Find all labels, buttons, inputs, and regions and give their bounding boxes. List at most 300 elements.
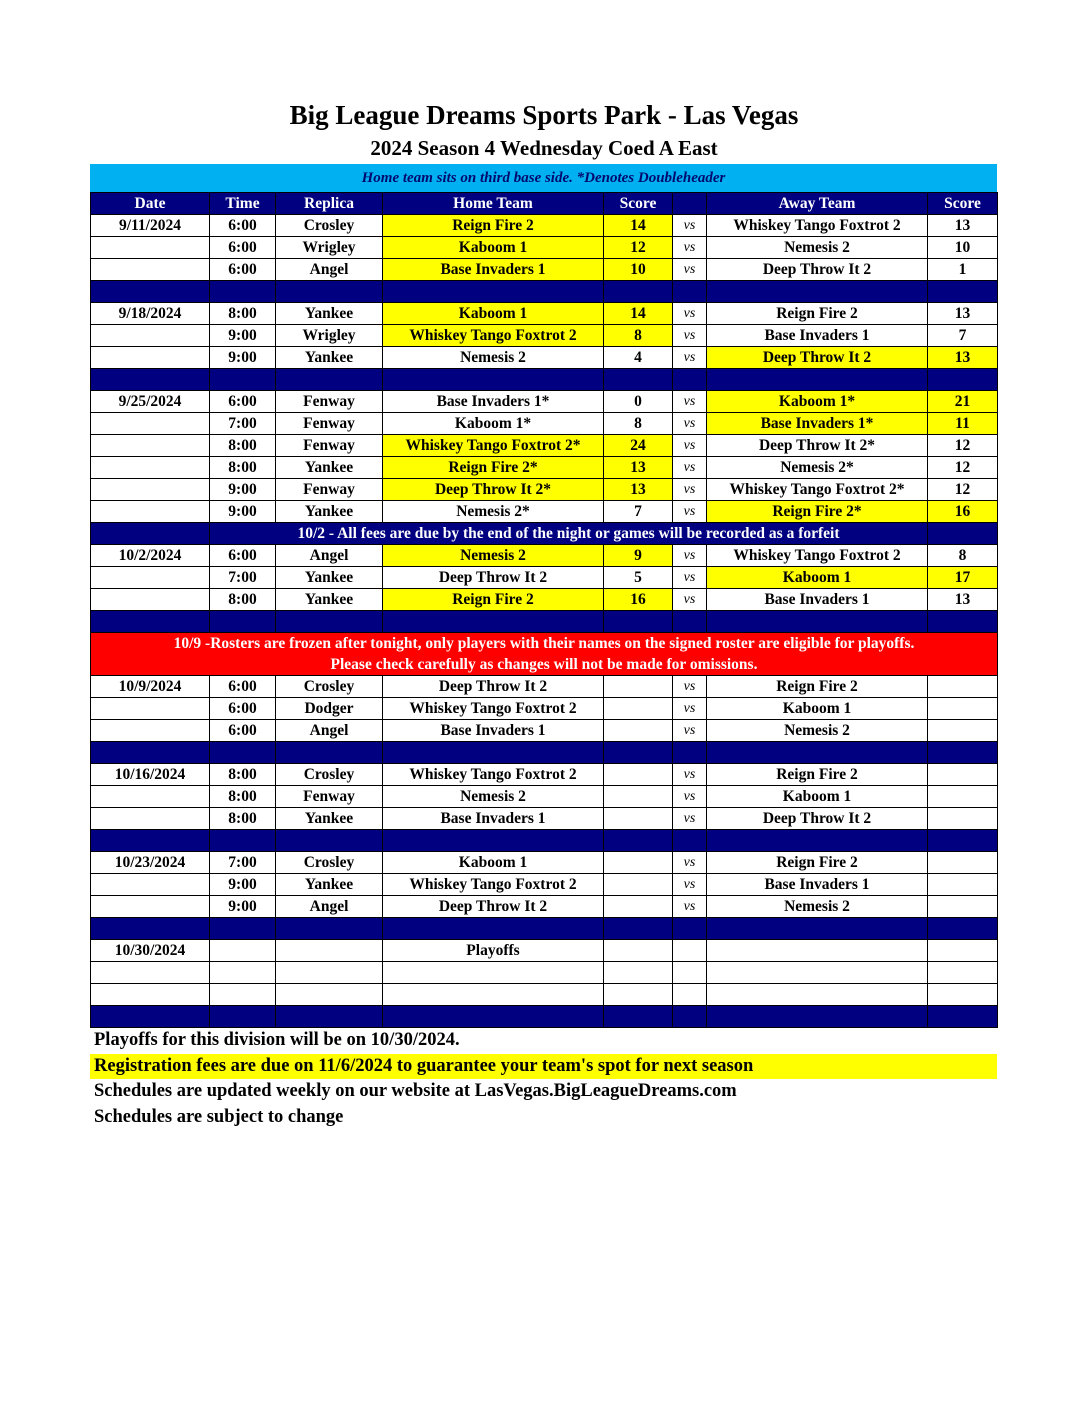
separator-cell: [928, 281, 998, 303]
game-row: [91, 545, 998, 567]
home-team: Deep Throw It 2*: [383, 479, 604, 501]
home-score: [604, 984, 673, 1006]
game-time: 9:00: [210, 501, 276, 523]
separator-cell: [383, 611, 604, 633]
game-field: Angel: [276, 896, 383, 918]
separator-cell: [210, 742, 276, 764]
home-team: Reign Fire 2*: [383, 457, 604, 479]
home-score: [604, 786, 673, 808]
game-field: Fenway: [276, 435, 383, 457]
vs-label: vs: [673, 720, 707, 742]
game-field: Crosley: [276, 764, 383, 786]
home-score: [604, 852, 673, 874]
away-score: 13: [928, 589, 998, 611]
game-date: [91, 808, 210, 830]
separator-cell: [91, 369, 210, 391]
separator-cell: [928, 742, 998, 764]
roster-alert-line-1: 10/9 -Rosters are frozen after tonight, only players with their names on the signed roster are eligible for playoffs.: [173, 635, 915, 652]
separator-cell: [383, 918, 604, 940]
game-row: [91, 479, 998, 501]
page-subtitle: 2024 Season 4 Wednesday Coed A East: [370, 136, 718, 160]
separator-cell: [210, 1006, 276, 1028]
vs-label: vs: [673, 786, 707, 808]
game-field: Angel: [276, 720, 383, 742]
away-team: Deep Throw It 2: [707, 259, 928, 281]
game-field: Wrigley: [276, 237, 383, 259]
home-team: Kaboom 1*: [383, 413, 604, 435]
home-team: Whiskey Tango Foxtrot 2: [383, 698, 604, 720]
col-header-away-score: Score: [928, 193, 998, 215]
away-score: 21: [928, 391, 998, 413]
vs-label: vs: [673, 479, 707, 501]
separator-cell: [276, 830, 383, 852]
footer-registration-note: [90, 1054, 997, 1079]
home-team: Base Invaders 1: [383, 808, 604, 830]
separator-cell: [673, 830, 707, 852]
game-date: 10/9/2024: [91, 676, 210, 698]
vs-label: vs: [673, 215, 707, 237]
home-team: Reign Fire 2: [383, 589, 604, 611]
separator-row: [91, 830, 998, 852]
game-time: 6:00: [210, 237, 276, 259]
game-field: Wrigley: [276, 325, 383, 347]
away-score: [928, 852, 998, 874]
home-team: Whiskey Tango Foxtrot 2: [383, 764, 604, 786]
notice-blank-cell: [928, 523, 998, 545]
home-score: [604, 808, 673, 830]
col-header-away-team: Away Team: [707, 193, 928, 215]
game-date: [91, 435, 210, 457]
game-row: [91, 215, 998, 237]
separator-cell: [604, 281, 673, 303]
away-team: Base Invaders 1: [707, 874, 928, 896]
away-team: Reign Fire 2: [707, 852, 928, 874]
separator-cell: [604, 369, 673, 391]
home-team: Kaboom 1: [383, 237, 604, 259]
game-field: Yankee: [276, 303, 383, 325]
schedule-table: [90, 192, 998, 1028]
separator-row: [91, 918, 998, 940]
away-score: [928, 874, 998, 896]
game-date: [91, 720, 210, 742]
separator-cell: [928, 918, 998, 940]
home-score: 9: [604, 545, 673, 567]
home-team: Reign Fire 2: [383, 215, 604, 237]
game-time: 8:00: [210, 457, 276, 479]
away-score: 13: [928, 303, 998, 325]
roster-alert: [91, 633, 998, 676]
vs-label: vs: [673, 589, 707, 611]
game-field: Yankee: [276, 347, 383, 369]
away-team: Nemesis 2: [707, 237, 928, 259]
footer-registration-text: Registration fees are due on 11/6/2024 to guarantee your team's spot for next season: [94, 1056, 754, 1076]
vs-label: vs: [673, 237, 707, 259]
game-row: [91, 347, 998, 369]
game-date: [91, 457, 210, 479]
vs-label: vs: [673, 852, 707, 874]
game-time: 7:00: [210, 413, 276, 435]
game-field: [276, 984, 383, 1006]
home-score: [604, 874, 673, 896]
game-row: [91, 874, 998, 896]
away-team: Reign Fire 2*: [707, 501, 928, 523]
roster-alert-line-2: Please check carefully as changes will not be made for omissions.: [330, 656, 758, 673]
game-date: [91, 984, 210, 1006]
game-field: Yankee: [276, 457, 383, 479]
vs-label: vs: [673, 874, 707, 896]
home-team: Nemesis 2: [383, 786, 604, 808]
game-row: [91, 457, 998, 479]
home-score: [604, 764, 673, 786]
game-field: Angel: [276, 259, 383, 281]
game-time: 6:00: [210, 259, 276, 281]
separator-cell: [210, 918, 276, 940]
away-team: Reign Fire 2: [707, 303, 928, 325]
game-time: [210, 940, 276, 962]
game-row: [91, 325, 998, 347]
vs-label: vs: [673, 764, 707, 786]
home-team: Nemesis 2: [383, 545, 604, 567]
game-field: Fenway: [276, 413, 383, 435]
away-team: Reign Fire 2: [707, 676, 928, 698]
vs-label: vs: [673, 303, 707, 325]
game-time: 6:00: [210, 676, 276, 698]
away-team: Base Invaders 1: [707, 325, 928, 347]
away-score: [928, 896, 998, 918]
home-team: Whiskey Tango Foxtrot 2*: [383, 435, 604, 457]
game-time: [210, 984, 276, 1006]
away-score: 7: [928, 325, 998, 347]
separator-cell: [707, 918, 928, 940]
game-date: [91, 259, 210, 281]
separator-cell: [707, 830, 928, 852]
home-score: 4: [604, 347, 673, 369]
footer-website-note: [90, 1081, 997, 1102]
separator-cell: [383, 281, 604, 303]
game-date: [91, 325, 210, 347]
away-team: Whiskey Tango Foxtrot 2: [707, 215, 928, 237]
schedule-sheet: [90, 164, 997, 1028]
away-score: 1: [928, 259, 998, 281]
game-date: 10/30/2024: [91, 940, 210, 962]
vs-label: vs: [673, 698, 707, 720]
game-row: [91, 435, 998, 457]
col-header-replica: Replica: [276, 193, 383, 215]
home-score: 13: [604, 457, 673, 479]
game-time: 9:00: [210, 479, 276, 501]
separator-cell: [604, 1006, 673, 1028]
separator-row: [91, 281, 998, 303]
schedule-body: [91, 215, 998, 1028]
separator-cell: [707, 611, 928, 633]
game-time: 8:00: [210, 435, 276, 457]
away-team: Deep Throw It 2*: [707, 435, 928, 457]
vs-label: vs: [673, 545, 707, 567]
away-team: Reign Fire 2: [707, 764, 928, 786]
game-row: [91, 984, 998, 1006]
home-score: 8: [604, 413, 673, 435]
away-team: Whiskey Tango Foxtrot 2: [707, 545, 928, 567]
home-score: [604, 698, 673, 720]
separator-row: [91, 1006, 998, 1028]
game-field: Dodger: [276, 698, 383, 720]
vs-label: vs: [673, 259, 707, 281]
game-row: [91, 501, 998, 523]
separator-cell: [91, 742, 210, 764]
game-date: [91, 874, 210, 896]
away-score: 13: [928, 347, 998, 369]
game-field: Yankee: [276, 874, 383, 896]
away-score: [928, 962, 998, 984]
home-score: 24: [604, 435, 673, 457]
away-score: [928, 984, 998, 1006]
game-row: [91, 764, 998, 786]
separator-cell: [276, 281, 383, 303]
game-time: [210, 962, 276, 984]
away-team: Nemesis 2*: [707, 457, 928, 479]
game-time: 9:00: [210, 325, 276, 347]
away-score: 10: [928, 237, 998, 259]
game-date: 9/25/2024: [91, 391, 210, 413]
separator-cell: [91, 1006, 210, 1028]
game-date: [91, 589, 210, 611]
home-score: 5: [604, 567, 673, 589]
away-score: [928, 676, 998, 698]
footer-subject-text: Schedules are subject to change: [94, 1107, 344, 1127]
away-score: 16: [928, 501, 998, 523]
vs-label: vs: [673, 435, 707, 457]
game-time: 6:00: [210, 698, 276, 720]
home-team: Deep Throw It 2: [383, 896, 604, 918]
separator-cell: [276, 611, 383, 633]
game-row: [91, 237, 998, 259]
game-date: [91, 786, 210, 808]
game-field: Fenway: [276, 479, 383, 501]
footer-playoffs-note: [90, 1030, 997, 1051]
home-team: Nemesis 2*: [383, 501, 604, 523]
game-date: [91, 962, 210, 984]
game-field: Yankee: [276, 501, 383, 523]
separator-cell: [928, 1006, 998, 1028]
separator-cell: [91, 611, 210, 633]
info-banner: Home team sits on third base side. *Denotes Doubleheader: [90, 164, 997, 192]
away-score: [928, 940, 998, 962]
away-team: [707, 940, 928, 962]
separator-cell: [673, 369, 707, 391]
game-field: Angel: [276, 545, 383, 567]
away-team: Deep Throw It 2: [707, 347, 928, 369]
vs-label: [673, 984, 707, 1006]
vs-label: vs: [673, 325, 707, 347]
separator-cell: [383, 369, 604, 391]
away-team: Deep Throw It 2: [707, 808, 928, 830]
separator-cell: [673, 281, 707, 303]
separator-cell: [91, 281, 210, 303]
vs-label: vs: [673, 896, 707, 918]
away-score: [928, 698, 998, 720]
away-team: Whiskey Tango Foxtrot 2*: [707, 479, 928, 501]
separator-cell: [673, 611, 707, 633]
fees-notice: 10/2 - All fees are due by the end of the night or games will be recorded as a forfeit: [210, 523, 928, 545]
separator-row: [91, 611, 998, 633]
away-score: [928, 786, 998, 808]
game-date: 10/23/2024: [91, 852, 210, 874]
game-field: Crosley: [276, 676, 383, 698]
home-team: Base Invaders 1: [383, 259, 604, 281]
separator-cell: [707, 281, 928, 303]
separator-cell: [928, 369, 998, 391]
game-field: Fenway: [276, 391, 383, 413]
game-time: 6:00: [210, 545, 276, 567]
separator-cell: [707, 742, 928, 764]
away-team: [707, 984, 928, 1006]
game-row: [91, 259, 998, 281]
home-score: 0: [604, 391, 673, 413]
separator-cell: [383, 742, 604, 764]
home-team: Kaboom 1: [383, 303, 604, 325]
game-field: Yankee: [276, 808, 383, 830]
footer-playoffs-text: Playoffs for this division will be on 10/30/2024.: [94, 1030, 460, 1050]
game-date: [91, 501, 210, 523]
home-score: [604, 962, 673, 984]
separator-cell: [276, 918, 383, 940]
home-score: 14: [604, 303, 673, 325]
vs-label: vs: [673, 676, 707, 698]
away-score: 8: [928, 545, 998, 567]
separator-cell: [604, 611, 673, 633]
separator-cell: [276, 1006, 383, 1028]
game-field: Crosley: [276, 852, 383, 874]
away-score: 12: [928, 457, 998, 479]
vs-label: vs: [673, 808, 707, 830]
away-score: 13: [928, 215, 998, 237]
vs-label: [673, 962, 707, 984]
home-team: Whiskey Tango Foxtrot 2: [383, 874, 604, 896]
away-team: Kaboom 1*: [707, 391, 928, 413]
home-team: Nemesis 2: [383, 347, 604, 369]
game-date: 9/18/2024: [91, 303, 210, 325]
game-row: [91, 698, 998, 720]
separator-cell: [91, 830, 210, 852]
game-date: [91, 347, 210, 369]
away-score: 17: [928, 567, 998, 589]
header-row: [91, 193, 998, 215]
home-score: 7: [604, 501, 673, 523]
game-date: [91, 413, 210, 435]
away-team: Kaboom 1: [707, 567, 928, 589]
game-time: 6:00: [210, 720, 276, 742]
home-team: Playoffs: [383, 940, 604, 962]
game-time: 7:00: [210, 852, 276, 874]
game-field: [276, 940, 383, 962]
game-row: [91, 589, 998, 611]
game-time: 9:00: [210, 874, 276, 896]
page-title: Big League Dreams Sports Park - Las Vegas: [289, 100, 799, 130]
away-score: [928, 808, 998, 830]
game-field: Yankee: [276, 589, 383, 611]
game-time: 7:00: [210, 567, 276, 589]
home-score: [604, 676, 673, 698]
game-row: [91, 676, 998, 698]
col-header-home-team: Home Team: [383, 193, 604, 215]
vs-label: vs: [673, 501, 707, 523]
away-score: [928, 720, 998, 742]
home-score: 13: [604, 479, 673, 501]
game-row: [91, 413, 998, 435]
game-row: [91, 303, 998, 325]
vs-label: vs: [673, 567, 707, 589]
game-row: [91, 808, 998, 830]
home-team: Base Invaders 1: [383, 720, 604, 742]
home-team: Deep Throw It 2: [383, 676, 604, 698]
game-date: [91, 567, 210, 589]
notice-blank-cell: [91, 523, 210, 545]
game-time: 8:00: [210, 303, 276, 325]
game-row: [91, 852, 998, 874]
separator-row: [91, 742, 998, 764]
home-team: Whiskey Tango Foxtrot 2: [383, 325, 604, 347]
home-team: [383, 962, 604, 984]
separator-row: [91, 369, 998, 391]
home-score: [604, 720, 673, 742]
separator-cell: [210, 281, 276, 303]
game-date: 10/16/2024: [91, 764, 210, 786]
game-time: 6:00: [210, 215, 276, 237]
game-date: [91, 896, 210, 918]
col-header-home-score: Score: [604, 193, 673, 215]
game-time: 8:00: [210, 764, 276, 786]
separator-cell: [383, 1006, 604, 1028]
game-row: [91, 940, 998, 962]
away-score: 11: [928, 413, 998, 435]
home-team: Deep Throw It 2: [383, 567, 604, 589]
home-team: Kaboom 1: [383, 852, 604, 874]
separator-cell: [707, 369, 928, 391]
separator-cell: [604, 742, 673, 764]
game-time: 8:00: [210, 786, 276, 808]
away-team: Base Invaders 1*: [707, 413, 928, 435]
game-row: [91, 720, 998, 742]
home-score: 8: [604, 325, 673, 347]
game-time: 9:00: [210, 896, 276, 918]
separator-cell: [276, 369, 383, 391]
game-row: [91, 962, 998, 984]
vs-label: vs: [673, 347, 707, 369]
away-score: [928, 764, 998, 786]
vs-label: vs: [673, 391, 707, 413]
away-team: Nemesis 2: [707, 720, 928, 742]
separator-cell: [604, 830, 673, 852]
away-team: Nemesis 2: [707, 896, 928, 918]
separator-cell: [210, 830, 276, 852]
roster-alert-row: [91, 633, 998, 676]
game-field: Yankee: [276, 567, 383, 589]
game-time: 9:00: [210, 347, 276, 369]
separator-cell: [928, 611, 998, 633]
vs-label: [673, 940, 707, 962]
separator-cell: [210, 611, 276, 633]
game-date: [91, 237, 210, 259]
home-score: [604, 940, 673, 962]
separator-cell: [673, 1006, 707, 1028]
game-time: 8:00: [210, 808, 276, 830]
game-row: [91, 786, 998, 808]
separator-cell: [210, 369, 276, 391]
separator-cell: [276, 742, 383, 764]
separator-cell: [673, 742, 707, 764]
game-time: 8:00: [210, 589, 276, 611]
footer-subject-note: [90, 1107, 997, 1128]
